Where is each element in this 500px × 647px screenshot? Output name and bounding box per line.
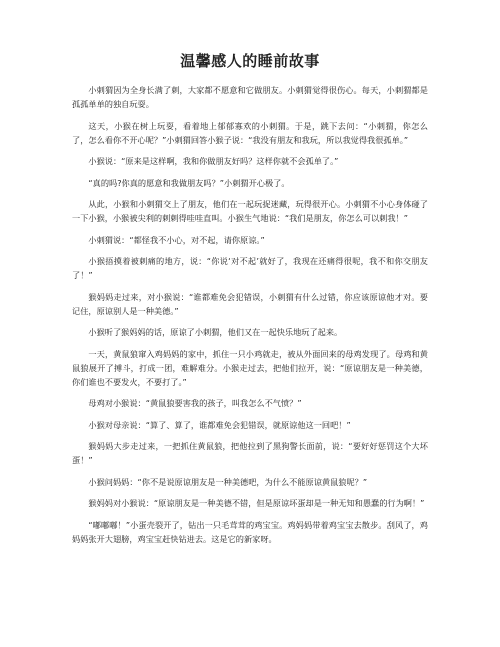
- paragraph: 猴妈妈走过来，对小猴说：“谁都难免会犯错误，小刺猬有什么过错，你应该原谅他才对。要记住，原谅别人是一种美德。”: [72, 291, 428, 316]
- paragraph: 母鸡对小猴说：“黄鼠狼要害我的孩子，叫我怎么不气愤？”: [88, 398, 302, 408]
- paragraph: 小猴听了猴妈妈的话，原谅了小刺猬，他们又在一起快乐地玩了起来。: [88, 327, 343, 337]
- paragraph: 猴妈妈大步走过来，一把抓住黄鼠狼，把他拉到了黑狗警长面前，说：“要好好惩罚这个大坏蛋！”: [72, 441, 428, 465]
- paragraph: 小刺猬因为全身长满了刺，大家都不愿意和它做朋友。小刺猬觉得很伤心。每天，小刺猬都是孤孤单单的独自玩耍。: [72, 85, 428, 109]
- document-title: 温馨感人的睡前故事: [180, 52, 320, 70]
- paragraph: 小猴问妈妈：“你不是说原谅朋友是一种美德吧，为什么不能原谅黄鼠狼呢？”: [88, 476, 368, 487]
- paragraph: 从此，小猴和小刺猬交上了朋友，他们在一起玩捉迷藏，玩得很开心。小刺猬不小心身体碰了一下小猴，小猴被尖利的刺刺得哇哇直叫。小猴生气地说：“我们是朋友，你怎么可以刺我！”: [72, 199, 428, 223]
- paragraph: 这天，小猴在树上玩耍，看着地上郁郁寡欢的小刺猬。于是，跳下去问：“小刺猬，你怎么了，怎么看你不开心呢？”小刺猬回答小猴子说：“我没有朋友和我玩，所以我觉得我很孤单。”: [72, 120, 428, 145]
- paragraph: 猴妈妈对小猴说：“原谅朋友是一种美德不错，但是原谅坏蛋却是一种无知和愚蠢的行为啊！”: [88, 498, 425, 508]
- paragraph: 小刺猬说：“都怪我不小心，对不起，请你原谅。”: [88, 234, 265, 245]
- paragraph: 一天，黄鼠狼窜入鸡妈妈的家中，抓住一只小鸡就走，被从外面回来的母鸡发现了。母鸡和黄鼠狼展开了搏斗，打成一团，难解难分。小猴走过去，把他们拉开，说：“原谅朋友是一种美德，你们谁也不要发火，不要打了。”: [72, 348, 428, 387]
- paragraph: 小猴捂摸着被刺痛的地方，说：“你说‘对不起’就好了，我现在还痛得很呢，我不和你交朋友了！”: [72, 256, 428, 280]
- paragraph: 小猴对母亲说：“算了、算了，谁都难免会犯错误，就原谅他这一回吧！”: [88, 419, 351, 430]
- paragraph: “嘟嘟嘟！”小蛋壳裂开了，钻出一只毛茸茸的鸡宝宝。鸡妈妈带着鸡宝宝去散步。刮风了，鸡妈妈张开大翅膀，鸡宝宝赶快钻进去。这是它的新家呀。: [72, 519, 428, 544]
- paragraph: “真的吗?你真的愿意和我做朋友吗？”小刺猬开心极了。: [88, 177, 290, 188]
- paragraph: 小猴说：“原来是这样啊，我和你做朋友好吗？这样你就不会孤单了。”: [88, 156, 339, 166]
